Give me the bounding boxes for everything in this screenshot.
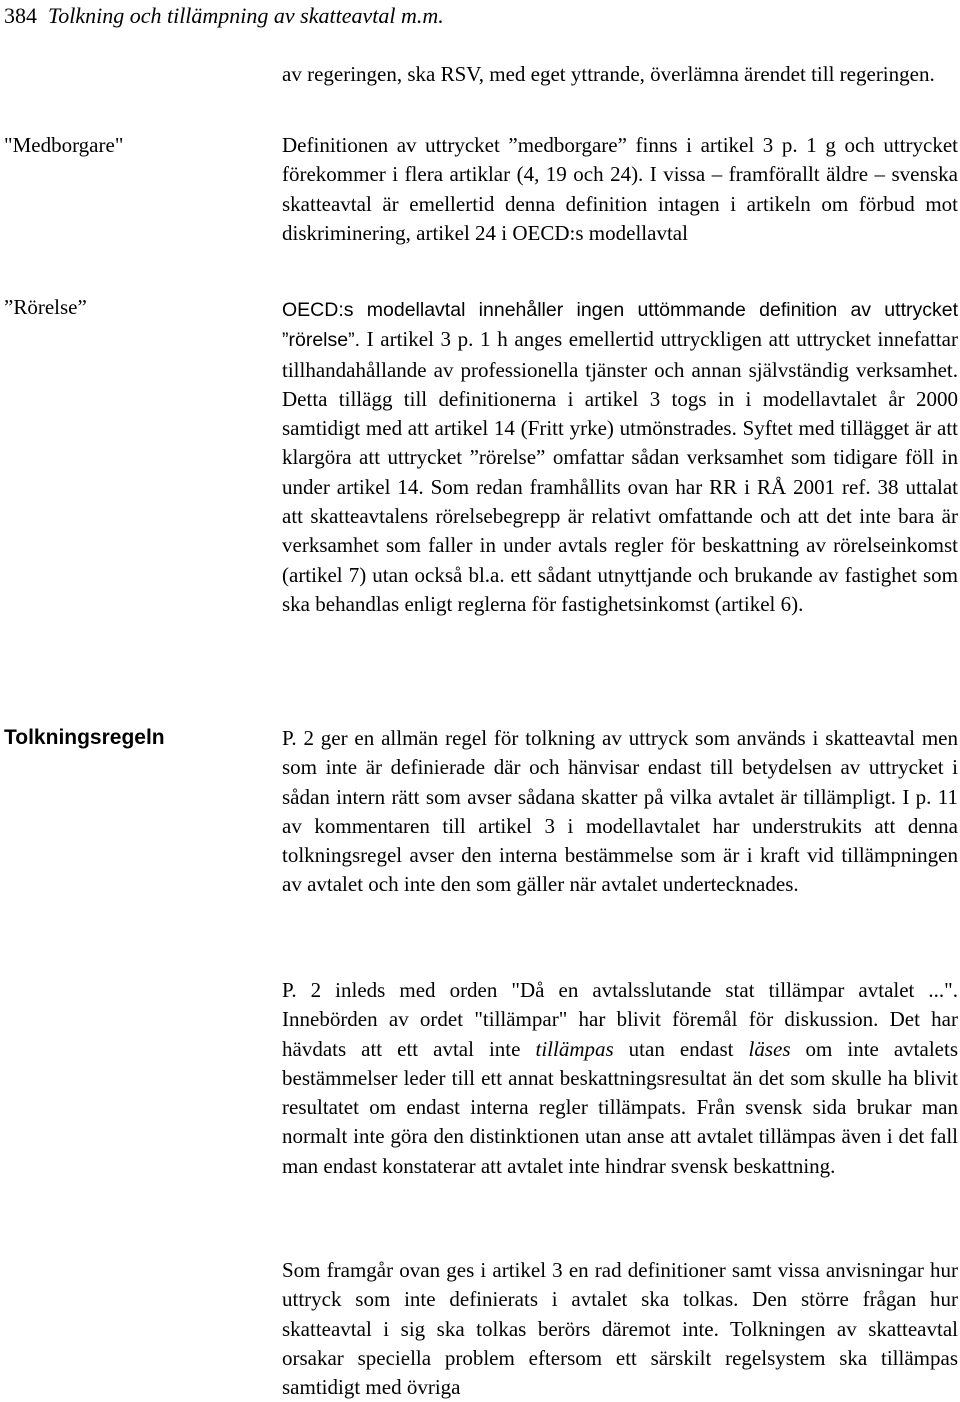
last-block [282,1256,958,1402]
inleds-block [282,976,958,1181]
medborgare-paragraph: Definitionen av uttrycket ”medborgare” finns i artikel 3 p. 1 g och uttrycket förekommer i flera artiklar (4, 19 och 24). I vissa – framförallt äldre – svenska skatteavtal är emellertid denna definition intagen i artikeln om förbud mot diskriminering, artikel 24 i OECD:s modellavtal [282,133,958,245]
rorelse-paragraph [282,295,958,619]
rorelse-block [282,295,958,619]
margin-label-tolkningsregeln: Tolkningsregeln [4,726,165,749]
inleds-text-b: utan endast [613,1036,749,1061]
tolkningsregeln-paragraph: P. 2 ger en allmän regel för tolkning av uttryck som används i skatteavtal men som inte är definierade där och hänvisar endast till betydelsen av uttrycket i sådan intern rätt som avser sådana skatter på vilka avtalet är tillämpligt. I p. 11 av kommentaren till artikel 3 i modellavtalet har understrukits att denna tolkningsregel avser den interna bestämmelse som är i kraft vid tillämpningen av avtalet och inte den som gäller när avtalet undertecknades. [282,726,958,897]
rorelse-paragraph-lead: OECD:s modellavtal innehåller ingen uttömmande definition av uttrycket ”rörelse”. [282,299,958,352]
inleds-text-a: P. 2 inleds med orden "Då en avtalsslutande stat tillämpar avtalet ...". Innebörden av ordet "tillämpar" har blivit föremål för diskussion. Det har hävdats att ett avtal inte [282,978,958,1061]
continuation-paragraph: av regeringen, ska RSV, med eget yttrande, överlämna ärendet till regeringen. [282,62,935,86]
inleds-emphasis-lases: läses [748,1036,791,1061]
inleds-text-c: om inte avtalets bestämmelser leder till ett annat beskattningsresultat än det som skulle ha blivit resultatet om endast interna regler tillämpats. Från svensk sida brukar man normalt inte göra den distinktionen utan anse att avtalet tillämpas även i det fall man endast konstaterar att avtalet inte hindrar svensk beskattning. [282,1036,959,1178]
tolkningsregeln-block [282,724,958,900]
margin-label-rorelse: ”Rörelse” [4,295,87,319]
page-number: 384 [4,3,37,28]
rorelse-paragraph-body: I artikel 3 p. 1 h anges emellertid uttryckligen att uttrycket innefattar tillhandahållande av professionella tjänster och annan självständig verksamhet. Detta tillägg till definitionerna i artikel 3 togs in i modellavtalet år 2000 samtidigt med att artikel 14 (Fritt yrke) utmönstrades. Syftet med tillägget är att klargöra att uttrycket ”rörelse” omfattar sådan verksamhet som tidigare föll in under artikel 14. Som redan framhållits ovan har RR i RÅ 2001 ref. 38 uttalat att skatteavtalens rörelsebegrepp är relativt omfattande och att det inte bara är verksamhet som faller in under avtals regler för beskattning av rörelseinkomst (artikel 7) utan också bl.a. ett sådant utnyttjande och brukande av fastighet som ska behandlas enligt reglerna för fastighetsinkomst (artikel 6). [282,327,958,616]
medborgare-block [282,131,958,248]
running-header [4,2,444,30]
last-paragraph: Som framgår ovan ges i artikel 3 en rad definitioner samt vissa anvisningar hur uttryck som inte definierats i avtalet ska tolkas. Den större frågan hur skatteavtal i sig ska tolkas berörs däremot inte. Tolkningen av skatteavtal orsakar speciella problem eftersom ett särskilt regelsystem ska tillämpas samtidigt med övriga [282,1258,958,1400]
inleds-paragraph [282,976,958,1181]
continuation-block [282,60,958,89]
running-title: Tolkning och tillämpning av skatteavtal m.m. [48,3,444,28]
inleds-emphasis-tillampas: tillämpas [535,1036,614,1061]
margin-label-medborgare: "Medborgare" [4,133,124,157]
